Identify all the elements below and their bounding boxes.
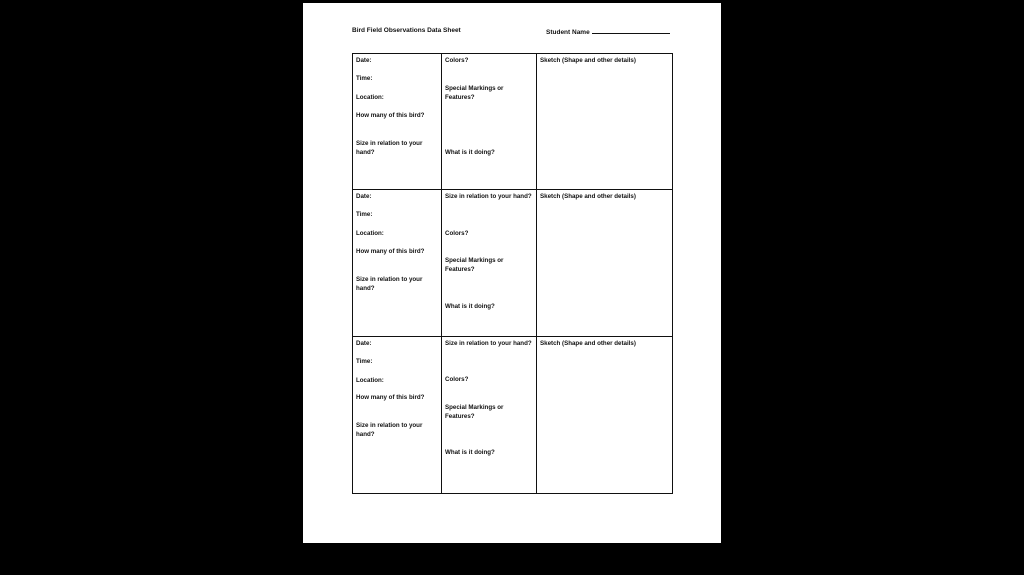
details-cell [353, 190, 442, 337]
student-name-blank-line [592, 27, 670, 34]
markings-label: Special Markings or Features? [445, 257, 504, 273]
size-hand-label: Size in relation to your hand? [356, 276, 423, 292]
features-cell [442, 54, 537, 190]
sketch-cell [537, 337, 673, 494]
markings-label: Special Markings or Features? [445, 85, 504, 101]
time-label: Time: [356, 358, 373, 365]
observation-table [352, 53, 673, 494]
doing-label: What is it doing? [445, 449, 495, 456]
time-label: Time: [356, 211, 373, 218]
location-label: Location: [356, 377, 384, 384]
features-cell [442, 190, 537, 337]
details-cell [353, 337, 442, 494]
how-many-label: How many of this bird? [356, 112, 425, 119]
details-cell [353, 54, 442, 190]
markings-label: Special Markings or Features? [445, 404, 504, 420]
size-hand-label: Size in relation to your hand? [356, 140, 423, 156]
date-label: Date: [356, 57, 372, 64]
how-many-label: How many of this bird? [356, 394, 425, 401]
student-name-label: Student Name [546, 29, 590, 36]
location-label: Location: [356, 94, 384, 101]
size-hand-label: Size in relation to your hand? [445, 340, 532, 347]
observation-row-1 [353, 54, 673, 190]
document-title: Bird Field Observations Data Sheet [352, 27, 461, 34]
observation-row-2 [353, 190, 673, 337]
colors-label: Colors? [445, 230, 469, 237]
sketch-label: Sketch (Shape and other details) [540, 57, 636, 64]
student-name-field [546, 27, 670, 36]
observation-row-3 [353, 337, 673, 494]
doing-label: What is it doing? [445, 149, 495, 156]
colors-label: Colors? [445, 57, 469, 64]
time-label: Time: [356, 75, 373, 82]
sketch-label: Sketch (Shape and other details) [540, 193, 636, 200]
location-label: Location: [356, 230, 384, 237]
how-many-label: How many of this bird? [356, 248, 425, 255]
features-cell [442, 337, 537, 494]
document-page [303, 3, 721, 543]
sketch-cell [537, 190, 673, 337]
doing-label: What is it doing? [445, 303, 495, 310]
date-label: Date: [356, 340, 372, 347]
sketch-cell [537, 54, 673, 190]
size-hand-label: Size in relation to your hand? [445, 193, 532, 200]
sketch-label: Sketch (Shape and other details) [540, 340, 636, 347]
size-hand-label: Size in relation to your hand? [356, 422, 423, 438]
date-label: Date: [356, 193, 372, 200]
colors-label: Colors? [445, 376, 469, 383]
